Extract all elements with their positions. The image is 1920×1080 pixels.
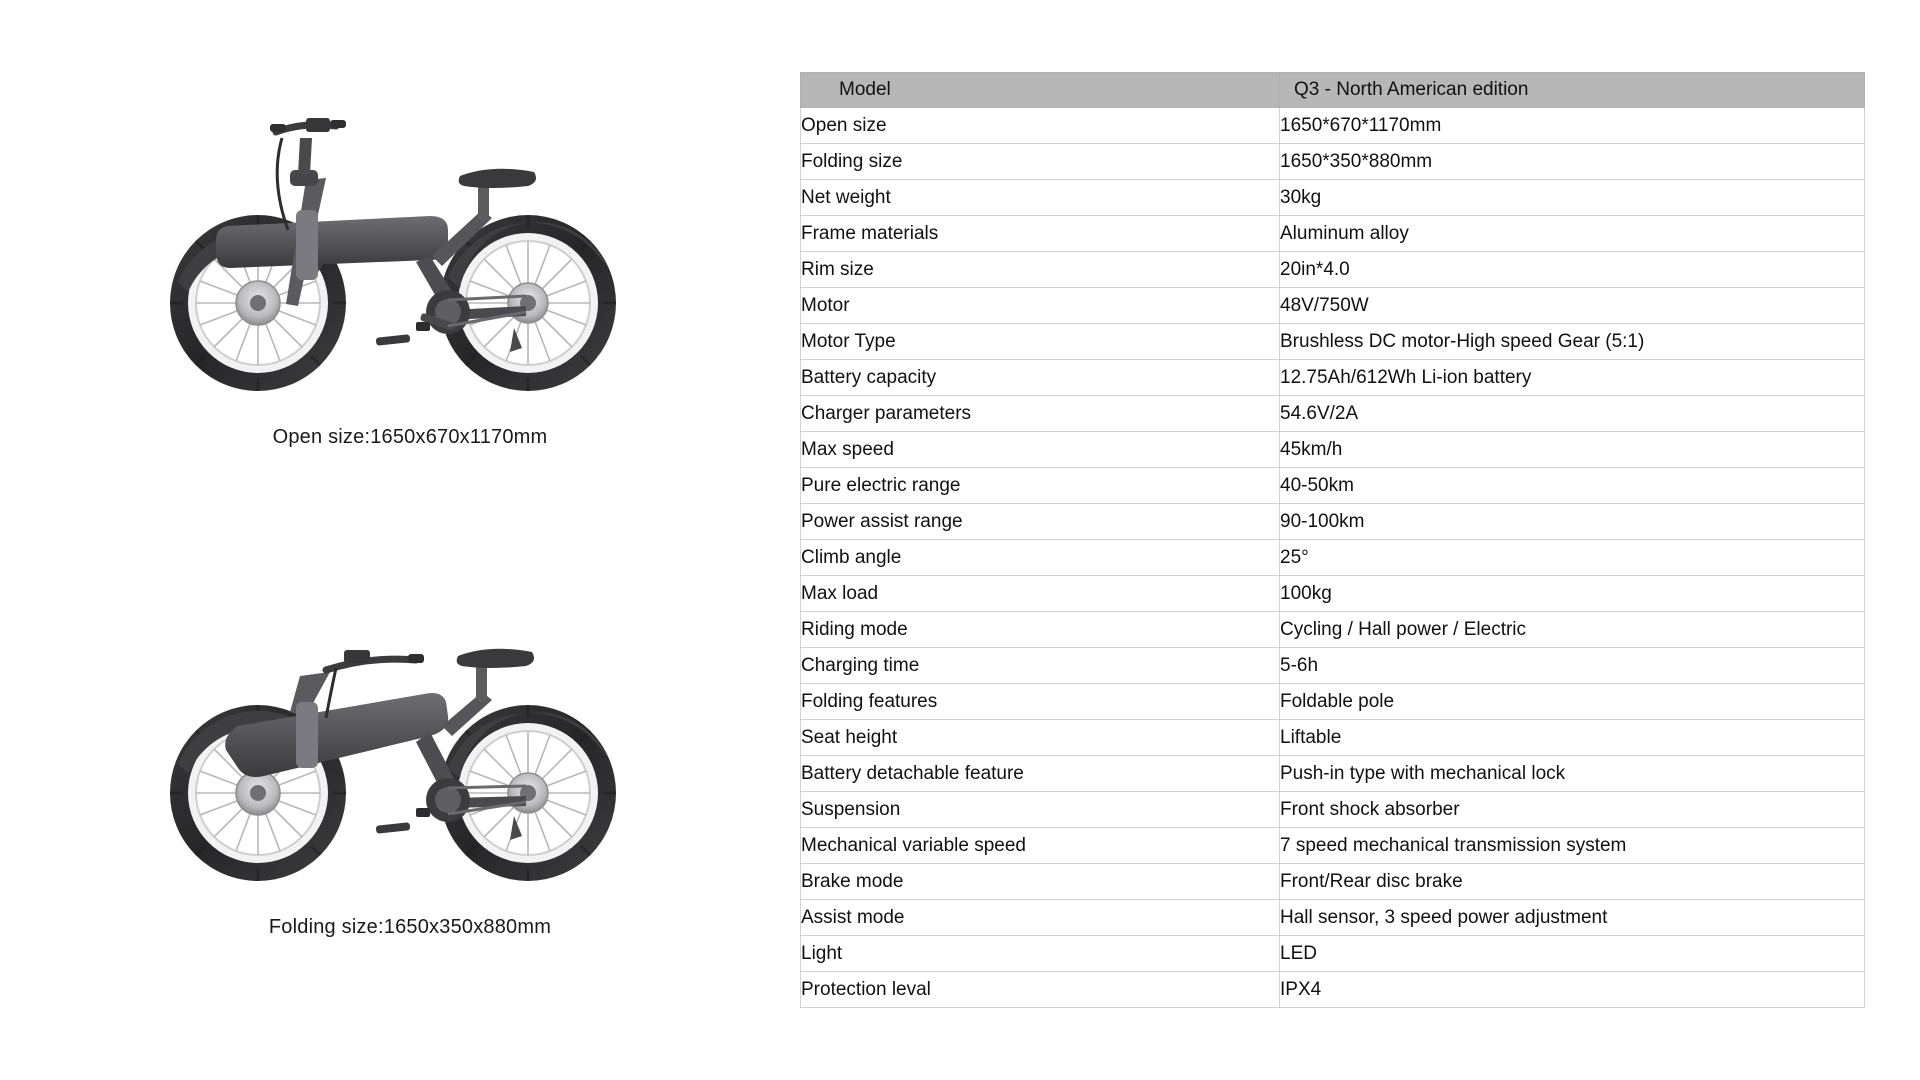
spec-key: Protection leval <box>801 972 1280 1008</box>
spec-key: Battery capacity <box>801 360 1280 396</box>
spec-key: Folding features <box>801 684 1280 720</box>
spec-key: Frame materials <box>801 216 1280 252</box>
table-row <box>801 828 1865 864</box>
spec-value: IPX4 <box>1280 972 1865 1008</box>
table-row <box>801 576 1865 612</box>
figure-folded-bike <box>60 550 760 980</box>
table-row <box>801 216 1865 252</box>
spec-key: Max load <box>801 576 1280 612</box>
table-row <box>801 720 1865 756</box>
spec-key: Open size <box>801 108 1280 144</box>
table-header-row <box>801 73 1865 108</box>
table-row <box>801 180 1865 216</box>
spec-value: Front shock absorber <box>1280 792 1865 828</box>
specification-table-wrapper <box>800 72 1810 1008</box>
spec-key: Max speed <box>801 432 1280 468</box>
spec-key: Net weight <box>801 180 1280 216</box>
spec-value: 5-6h <box>1280 648 1865 684</box>
table-row <box>801 396 1865 432</box>
table-row <box>801 756 1865 792</box>
spec-value: 1650*350*880mm <box>1280 144 1865 180</box>
spec-key: Folding size <box>801 144 1280 180</box>
table-row <box>801 540 1865 576</box>
saddle <box>459 169 536 188</box>
table-row <box>801 864 1865 900</box>
spec-value: Liftable <box>1280 720 1865 756</box>
display-unit-folded <box>344 650 370 663</box>
spec-value: 7 speed mechanical transmission system <box>1280 828 1865 864</box>
figures-column <box>60 60 760 1020</box>
table-row <box>801 252 1865 288</box>
table-row <box>801 108 1865 144</box>
spec-key: Light <box>801 936 1280 972</box>
table-row <box>801 792 1865 828</box>
spec-value: 40-50km <box>1280 468 1865 504</box>
table-row <box>801 648 1865 684</box>
table-row <box>801 432 1865 468</box>
folding-size-caption: Folding size:1650x350x880mm <box>268 916 552 938</box>
open-size-caption: Open size:1650x670x1170mm <box>272 426 548 448</box>
spec-key: Climb angle <box>801 540 1280 576</box>
spec-key: Suspension <box>801 792 1280 828</box>
spec-value: Front/Rear disc brake <box>1280 864 1865 900</box>
header-value: Q3 - North American edition <box>1280 73 1865 108</box>
folded-bike-svg <box>130 550 690 910</box>
header-key: Model <box>801 73 1280 108</box>
table-row <box>801 936 1865 972</box>
specification-table <box>800 72 1865 1008</box>
spec-value: 25° <box>1280 540 1865 576</box>
spec-key: Rim size <box>801 252 1280 288</box>
table-row <box>801 468 1865 504</box>
crankset-folded <box>416 778 470 822</box>
spec-key: Charging time <box>801 648 1280 684</box>
spec-value: Push-in type with mechanical lock <box>1280 756 1865 792</box>
table-row <box>801 684 1865 720</box>
figure-open-bike <box>60 60 760 490</box>
table-row <box>801 324 1865 360</box>
spec-value: Cycling / Hall power / Electric <box>1280 612 1865 648</box>
pedal <box>376 334 411 346</box>
spec-key: Motor Type <box>801 324 1280 360</box>
spec-value: LED <box>1280 936 1865 972</box>
spec-value: Brushless DC motor-High speed Gear (5:1) <box>1280 324 1865 360</box>
table-row <box>801 360 1865 396</box>
table-row <box>801 504 1865 540</box>
spec-key: Mechanical variable speed <box>801 828 1280 864</box>
spec-value: 1650*670*1170mm <box>1280 108 1865 144</box>
table-row <box>801 612 1865 648</box>
table-row <box>801 972 1865 1008</box>
table-row <box>801 288 1865 324</box>
spec-value: Aluminum alloy <box>1280 216 1865 252</box>
spec-value: 20in*4.0 <box>1280 252 1865 288</box>
open-bike-illustration <box>130 60 690 420</box>
spec-key: Pure electric range <box>801 468 1280 504</box>
spec-key: Riding mode <box>801 612 1280 648</box>
spec-value: 30kg <box>1280 180 1865 216</box>
spec-key: Charger parameters <box>801 396 1280 432</box>
saddle-folded <box>457 649 534 668</box>
spec-key: Assist mode <box>801 900 1280 936</box>
display-unit <box>306 118 330 132</box>
spec-key: Seat height <box>801 720 1280 756</box>
spec-value: 12.75Ah/612Wh Li-ion battery <box>1280 360 1865 396</box>
spec-key: Brake mode <box>801 864 1280 900</box>
spec-value: 48V/750W <box>1280 288 1865 324</box>
spec-value: Foldable pole <box>1280 684 1865 720</box>
table-row <box>801 900 1865 936</box>
spec-key: Power assist range <box>801 504 1280 540</box>
open-bike-svg <box>130 60 690 420</box>
spec-key: Battery detachable feature <box>801 756 1280 792</box>
spec-value: 45km/h <box>1280 432 1865 468</box>
spec-key: Motor <box>801 288 1280 324</box>
pedal-folded <box>376 822 411 834</box>
table-row <box>801 144 1865 180</box>
crankset <box>416 290 470 334</box>
folded-bike-illustration <box>130 550 690 910</box>
spec-value: 90-100km <box>1280 504 1865 540</box>
spec-value: Hall sensor, 3 speed power adjustment <box>1280 900 1865 936</box>
spec-value: 100kg <box>1280 576 1865 612</box>
spec-value: 54.6V/2A <box>1280 396 1865 432</box>
